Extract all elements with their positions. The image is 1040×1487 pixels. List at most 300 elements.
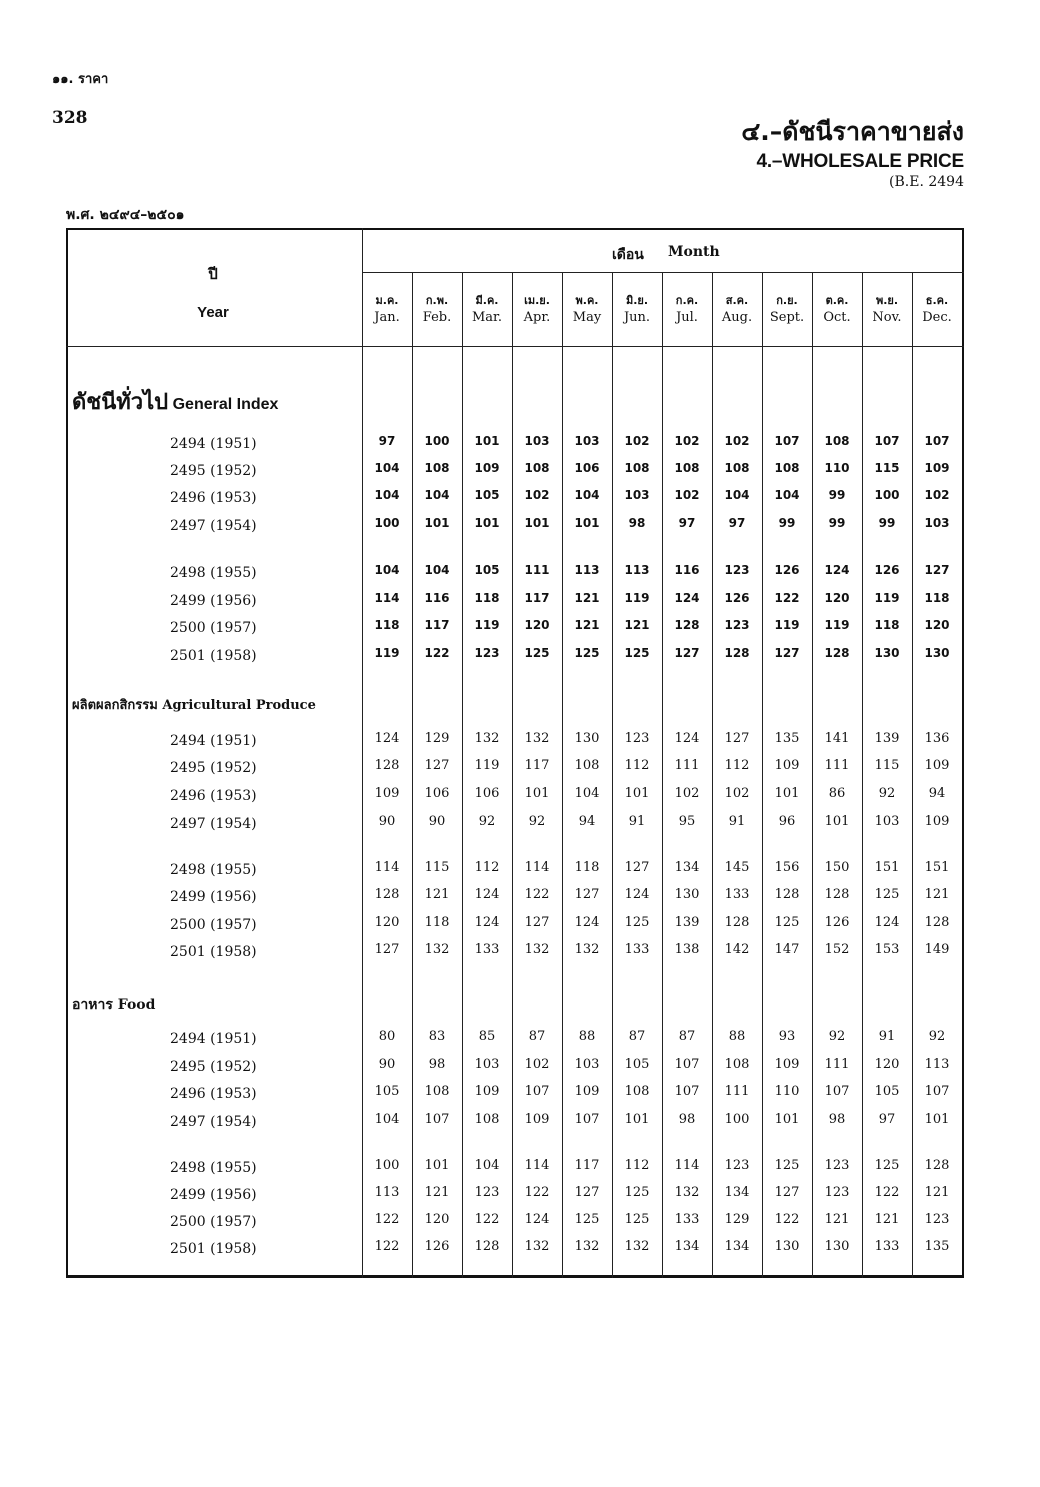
- column-rule: [612, 272, 613, 1278]
- table-cell: 156: [774, 860, 800, 875]
- table-cell: 107: [424, 1112, 450, 1127]
- table-cell: 87: [528, 1029, 546, 1044]
- table-cell: 130: [574, 731, 600, 746]
- table-cell: 125: [624, 646, 650, 660]
- table-cell: 125: [574, 646, 600, 660]
- table-cell: 123: [724, 1158, 750, 1173]
- table-cell: 122: [874, 1185, 900, 1200]
- table-cell: 94: [928, 786, 946, 801]
- table-cell: 133: [674, 1212, 700, 1227]
- table-cell: 109: [474, 461, 500, 475]
- month-name-thai: มี.ค.: [475, 294, 499, 307]
- table-cell: 124: [874, 915, 900, 930]
- column-rule: [412, 272, 413, 1278]
- table-cell: 110: [774, 1084, 800, 1099]
- table-cell: 129: [724, 1212, 750, 1227]
- section-title: [72, 694, 316, 715]
- table-cell: 132: [574, 1239, 600, 1254]
- row-year-label: 2498 (1955): [170, 1160, 257, 1176]
- table-cell: 107: [874, 434, 900, 448]
- table-cell: 108: [724, 461, 750, 475]
- table-cell: 92: [828, 1029, 846, 1044]
- table-cell: 130: [674, 887, 700, 902]
- row-year-label: 2501 (1958): [170, 648, 257, 664]
- month-name-thai: ธ.ค.: [925, 294, 949, 307]
- column-rule: [862, 272, 863, 1278]
- row-year-label: 2496 (1953): [170, 1086, 257, 1102]
- month-header-cell: [912, 292, 962, 326]
- table-cell: 125: [774, 915, 800, 930]
- table-cell: 103: [474, 1057, 500, 1072]
- table-cell: 113: [624, 563, 650, 577]
- table-cell: 107: [924, 1084, 950, 1099]
- table-cell: 108: [724, 1057, 750, 1072]
- table-cell: 100: [374, 1158, 400, 1173]
- row-year-label: 2497 (1954): [170, 1114, 257, 1130]
- table-cell: 111: [674, 758, 700, 773]
- column-rule: [562, 272, 563, 1278]
- table-cell: 105: [874, 1084, 900, 1099]
- table-cell: 102: [624, 434, 650, 448]
- table-cell: 109: [524, 1112, 550, 1127]
- table-cell: 102: [924, 488, 950, 502]
- table-cell: 123: [474, 1185, 500, 1200]
- table-cell: 104: [424, 488, 450, 502]
- table-cell: 121: [824, 1212, 850, 1227]
- table-cell: 101: [524, 786, 550, 801]
- section-title-thai: อาหาร: [72, 997, 113, 1013]
- section-title-english: Agricultural Produce: [157, 698, 316, 713]
- table-cell: 127: [624, 860, 650, 875]
- table-cell: 88: [728, 1029, 746, 1044]
- table-cell: 132: [524, 942, 550, 957]
- table-cell: 128: [724, 646, 750, 660]
- table-cell: 101: [424, 1158, 450, 1173]
- table-cell: 107: [674, 1084, 700, 1099]
- table-cell: 128: [924, 1158, 950, 1173]
- table-cell: 102: [674, 434, 700, 448]
- table-cell: 122: [524, 887, 550, 902]
- year-header: Year: [197, 304, 229, 321]
- table-cell: 109: [474, 1084, 500, 1099]
- month-name: Dec.: [922, 310, 952, 325]
- table-cell: 120: [874, 1057, 900, 1072]
- table-cell: 125: [574, 1212, 600, 1227]
- table-cell: 138: [674, 942, 700, 957]
- table-cell: 107: [574, 1112, 600, 1127]
- table-cell: 98: [428, 1057, 446, 1072]
- table-cell: 135: [774, 731, 800, 746]
- page-number: 328: [52, 108, 88, 128]
- table-cell: 123: [824, 1185, 850, 1200]
- table-cell: 108: [624, 461, 650, 475]
- table-cell: 123: [724, 563, 750, 577]
- table-cell: 92: [878, 786, 896, 801]
- table-cell: 104: [374, 563, 400, 577]
- table-cell: 111: [524, 563, 550, 577]
- table-cell: 121: [924, 887, 950, 902]
- table-cell: 97: [728, 516, 746, 530]
- table-cell: 124: [674, 591, 700, 605]
- month-header-cell: [512, 292, 562, 326]
- table-cell: 106: [574, 461, 600, 475]
- table-cell: 120: [374, 915, 400, 930]
- table-cell: 101: [474, 434, 500, 448]
- row-year-label: 2501 (1958): [170, 1241, 257, 1257]
- table-cell: 118: [924, 591, 950, 605]
- table-cell: 145: [724, 860, 750, 875]
- section-title: [72, 384, 278, 419]
- table-cell: 118: [474, 591, 500, 605]
- table-cell: 124: [574, 915, 600, 930]
- table-cell: 104: [774, 488, 800, 502]
- table-cell: 122: [774, 591, 800, 605]
- table-cell: 104: [374, 1112, 400, 1127]
- table-cell: 94: [578, 814, 596, 829]
- table-cell: 127: [574, 887, 600, 902]
- table-cell: 130: [924, 646, 950, 660]
- column-rule: [762, 272, 763, 1278]
- table-cell: 112: [474, 860, 500, 875]
- table-cell: 104: [724, 488, 750, 502]
- table-cell: 121: [424, 887, 450, 902]
- table-cell: 93: [778, 1029, 796, 1044]
- table-cell: 115: [874, 758, 900, 773]
- table-cell: 99: [828, 488, 846, 502]
- table-cell: 111: [724, 1084, 750, 1099]
- month-header-cell: [862, 292, 912, 326]
- table-cell: 127: [524, 915, 550, 930]
- table-cell: 101: [574, 516, 600, 530]
- table-cell: 97: [678, 516, 696, 530]
- table-cell: 130: [774, 1239, 800, 1254]
- table-cell: 149: [924, 942, 950, 957]
- table-cell: 97: [378, 434, 396, 448]
- table-cell: 119: [824, 618, 850, 632]
- month-name-thai: พ.ย.: [875, 294, 899, 307]
- month-header-cell: [662, 292, 712, 326]
- table-cell: 108: [524, 461, 550, 475]
- table-cell: 113: [924, 1057, 950, 1072]
- month-name: Apr.: [523, 310, 551, 325]
- running-header: ๑๑. ราคา: [52, 72, 109, 87]
- column-rule: [712, 272, 713, 1278]
- table-cell: 107: [824, 1084, 850, 1099]
- table-cell: 125: [774, 1158, 800, 1173]
- table-cell: 127: [774, 646, 800, 660]
- table-cell: 125: [624, 915, 650, 930]
- table-cell: 99: [878, 516, 896, 530]
- table-cell: 121: [874, 1212, 900, 1227]
- table-cell: 90: [378, 1057, 396, 1072]
- table-cell: 117: [574, 1158, 600, 1173]
- table-cell: 108: [424, 461, 450, 475]
- month-name-thai: เม.ย.: [524, 294, 550, 307]
- table-cell: 139: [674, 915, 700, 930]
- table-cell: 133: [874, 1239, 900, 1254]
- table-cell: 128: [824, 887, 850, 902]
- table-cell: 142: [724, 942, 750, 957]
- table-cell: 121: [924, 1185, 950, 1200]
- table-cell: 88: [578, 1029, 596, 1044]
- table-cell: 91: [878, 1029, 896, 1044]
- table-cell: 132: [524, 731, 550, 746]
- table-cell: 121: [624, 618, 650, 632]
- table-cell: 109: [924, 758, 950, 773]
- table-cell: 101: [474, 516, 500, 530]
- row-year-label: 2494 (1951): [170, 733, 257, 749]
- table-cell: 150: [824, 860, 850, 875]
- table-cell: 100: [874, 488, 900, 502]
- table-cell: 119: [874, 591, 900, 605]
- table-cell: 124: [624, 887, 650, 902]
- table-cell: 102: [674, 786, 700, 801]
- table-cell: 91: [728, 814, 746, 829]
- table-cell: 134: [724, 1239, 750, 1254]
- column-rule: [812, 272, 813, 1278]
- table-cell: 124: [374, 731, 400, 746]
- table-cell: 92: [478, 814, 496, 829]
- table-title-years: (B.E. 2494: [889, 174, 964, 190]
- table-cell: 125: [874, 1158, 900, 1173]
- table-cell: 104: [424, 563, 450, 577]
- table-cell: 102: [674, 488, 700, 502]
- table-cell: 128: [674, 618, 700, 632]
- table-cell: 128: [474, 1239, 500, 1254]
- table-cell: 86: [828, 786, 846, 801]
- table-cell: 122: [374, 1212, 400, 1227]
- month-header-cell: [412, 292, 462, 326]
- year-header-thai: ปี: [208, 265, 218, 283]
- table-cell: 122: [524, 1185, 550, 1200]
- table-cell: 101: [524, 516, 550, 530]
- table-cell: 139: [874, 731, 900, 746]
- table-cell: 115: [874, 461, 900, 475]
- table-cell: 151: [874, 860, 900, 875]
- month-header-cell: [712, 292, 762, 326]
- table-cell: 112: [624, 1158, 650, 1173]
- table-cell: 127: [774, 1185, 800, 1200]
- month-name: Sept.: [769, 310, 805, 325]
- table-cell: 105: [374, 1084, 400, 1099]
- table-cell: 136: [924, 731, 950, 746]
- table-cell: 153: [874, 942, 900, 957]
- column-rule: [462, 272, 463, 1278]
- table-cell: 103: [524, 434, 550, 448]
- table-cell: 127: [724, 731, 750, 746]
- table-cell: 123: [474, 646, 500, 660]
- table-cell: 117: [424, 618, 450, 632]
- row-year-label: 2500 (1957): [170, 1214, 257, 1230]
- table-cell: 108: [774, 461, 800, 475]
- table-cell: 102: [524, 488, 550, 502]
- table-cell: 118: [574, 860, 600, 875]
- table-cell: 119: [474, 618, 500, 632]
- month-name-thai: พ.ค.: [575, 294, 599, 307]
- table-cell: 103: [874, 814, 900, 829]
- table-cell: 135: [924, 1239, 950, 1254]
- table-cell: 151: [924, 860, 950, 875]
- table-title-thai: ๔.–ดัชนีราคาขายส่ง: [741, 117, 964, 146]
- table-cell: 108: [624, 1084, 650, 1099]
- month-name-thai: ต.ค.: [825, 294, 849, 307]
- row-year-label: 2499 (1956): [170, 593, 257, 609]
- table-cell: 90: [428, 814, 446, 829]
- table-cell: 101: [624, 1112, 650, 1127]
- month-header-cell: [812, 292, 862, 326]
- table-cell: 126: [774, 563, 800, 577]
- row-year-label: 2496 (1953): [170, 788, 257, 804]
- table-title-english: 4.–WHOLESALE PRICE: [756, 151, 964, 172]
- month-name: Jul.: [676, 310, 698, 325]
- table-cell: 98: [678, 1112, 696, 1127]
- header-bottom-rule: [66, 346, 964, 347]
- row-year-label: 2495 (1952): [170, 1059, 257, 1075]
- table-cell: 130: [874, 646, 900, 660]
- table-cell: 124: [824, 563, 850, 577]
- table-cell: 92: [528, 814, 546, 829]
- month-name-thai: ส.ค.: [725, 294, 749, 307]
- table-cell: 125: [524, 646, 550, 660]
- table-cell: 108: [824, 434, 850, 448]
- month-header-cell: [762, 292, 812, 326]
- table-cell: 120: [524, 618, 550, 632]
- table-cell: 108: [674, 461, 700, 475]
- table-cell: 104: [574, 786, 600, 801]
- month-header-cell: [612, 292, 662, 326]
- month-name: May: [572, 310, 602, 325]
- table-cell: 115: [424, 860, 450, 875]
- table-cell: 107: [524, 1084, 550, 1099]
- table-cell: 103: [924, 516, 950, 530]
- table-cell: 127: [374, 942, 400, 957]
- table-cell: 128: [374, 887, 400, 902]
- month-header-cell: [362, 292, 412, 326]
- row-year-label: 2495 (1952): [170, 760, 257, 776]
- table-cell: 98: [828, 1112, 846, 1127]
- row-year-label: 2496 (1953): [170, 490, 257, 506]
- period-label: พ.ศ. ๒๔๙๔–๒๕๐๑: [66, 207, 185, 223]
- table-cell: 90: [378, 814, 396, 829]
- row-year-label: 2499 (1956): [170, 889, 257, 905]
- table-cell: 132: [524, 1239, 550, 1254]
- table-cell: 109: [574, 1084, 600, 1099]
- table-cell: 114: [374, 860, 400, 875]
- table-cell: 121: [574, 591, 600, 605]
- section-title: [72, 994, 155, 1016]
- month-name: Jan.: [374, 310, 400, 325]
- table-cell: 112: [624, 758, 650, 773]
- month-name-thai: ก.พ.: [425, 294, 449, 307]
- table-cell: 119: [774, 618, 800, 632]
- row-year-label: 2498 (1955): [170, 565, 257, 581]
- table-cell: 107: [774, 434, 800, 448]
- row-year-label: 2494 (1951): [170, 436, 257, 452]
- table-cell: 102: [524, 1057, 550, 1072]
- month-header-thai: เดือน: [612, 247, 644, 263]
- table-cell: 127: [674, 646, 700, 660]
- table-cell: 133: [624, 942, 650, 957]
- table-cell: 104: [374, 488, 400, 502]
- table-cell: 104: [374, 461, 400, 475]
- table-cell: 105: [474, 488, 500, 502]
- table-cell: 141: [824, 731, 850, 746]
- row-year-label: 2500 (1957): [170, 917, 257, 933]
- table-cell: 101: [824, 814, 850, 829]
- table-cell: 109: [924, 461, 950, 475]
- table-cell: 132: [424, 942, 450, 957]
- row-year-label: 2498 (1955): [170, 862, 257, 878]
- table-cell: 122: [474, 1212, 500, 1227]
- table-cell: 123: [624, 731, 650, 746]
- column-rule: [512, 272, 513, 1278]
- table-cell: 127: [574, 1185, 600, 1200]
- table-cell: 121: [424, 1185, 450, 1200]
- table-cell: 102: [724, 434, 750, 448]
- month-header-cell: [462, 292, 512, 326]
- table-cell: 122: [424, 646, 450, 660]
- table-cell: 101: [774, 1112, 800, 1127]
- table-cell: 114: [374, 591, 400, 605]
- table-cell: 108: [574, 758, 600, 773]
- row-year-label: 2501 (1958): [170, 944, 257, 960]
- table-cell: 109: [374, 786, 400, 801]
- table-cell: 106: [424, 786, 450, 801]
- table-cell: 119: [374, 646, 400, 660]
- month-name-thai: ก.ย.: [776, 294, 798, 307]
- table-cell: 105: [474, 563, 500, 577]
- table-cell: 134: [674, 860, 700, 875]
- table-cell: 124: [524, 1212, 550, 1227]
- table-cell: 123: [724, 618, 750, 632]
- month-header-cell: [562, 292, 612, 326]
- column-rule: [912, 272, 913, 1278]
- table-cell: 105: [624, 1057, 650, 1072]
- table-cell: 108: [474, 1112, 500, 1127]
- column-rule: [662, 272, 663, 1278]
- table-cell: 113: [574, 563, 600, 577]
- table-cell: 132: [574, 942, 600, 957]
- table-cell: 107: [924, 434, 950, 448]
- table-cell: 128: [374, 758, 400, 773]
- month-name-thai: มิ.ย.: [625, 294, 649, 307]
- table-cell: 100: [374, 516, 400, 530]
- table-cell: 95: [678, 814, 696, 829]
- table-cell: 133: [474, 942, 500, 957]
- table-cell: 106: [474, 786, 500, 801]
- month-name-thai: ก.ค.: [675, 294, 699, 307]
- table-cell: 98: [628, 516, 646, 530]
- table-cell: 108: [424, 1084, 450, 1099]
- table-cell: 126: [824, 915, 850, 930]
- table-cell: 97: [878, 1112, 896, 1127]
- table-cell: 110: [824, 461, 850, 475]
- table-cell: 132: [474, 731, 500, 746]
- month-header-rule: [362, 272, 964, 273]
- row-year-label: 2494 (1951): [170, 1031, 257, 1047]
- table-cell: 126: [424, 1239, 450, 1254]
- table-cell: 133: [724, 887, 750, 902]
- table-cell: 85: [478, 1029, 496, 1044]
- table-cell: 109: [774, 1057, 800, 1072]
- table-cell: 122: [774, 1212, 800, 1227]
- table-cell: 103: [574, 434, 600, 448]
- table-cell: 124: [474, 915, 500, 930]
- table-cell: 114: [524, 860, 550, 875]
- table-cell: 128: [924, 915, 950, 930]
- row-year-label: 2495 (1952): [170, 463, 257, 479]
- table-cell: 152: [824, 942, 850, 957]
